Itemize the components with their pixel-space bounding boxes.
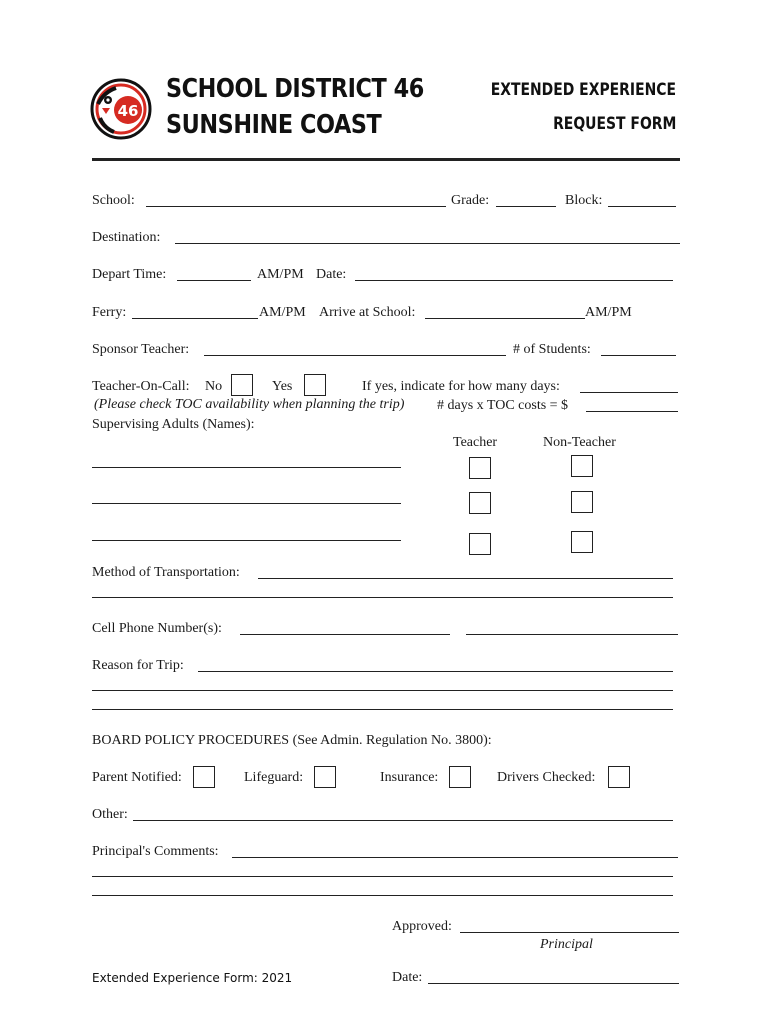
supervising-adults-label: Supervising Adults (Names):: [92, 417, 255, 432]
lifeguard-label: Lifeguard:: [244, 770, 304, 785]
ferry-ampm-label: AM/PM: [259, 305, 306, 320]
block-field[interactable]: [608, 206, 676, 207]
approved-signature-field[interactable]: [460, 932, 679, 933]
principals-comments-field-1[interactable]: [232, 857, 678, 858]
board-policy-heading: BOARD POLICY PROCEDURES (See Admin. Regulation No. 3800):: [92, 733, 492, 748]
toc-yes-label: Yes: [272, 379, 293, 394]
signoff-date-label: Date:: [392, 970, 423, 985]
transportation-field-2[interactable]: [92, 597, 673, 598]
principals-comments-label: Principal's Comments:: [92, 844, 219, 859]
toc-no-checkbox[interactable]: [231, 374, 253, 396]
district-logo: [90, 78, 152, 140]
depart-time-field[interactable]: [177, 280, 251, 281]
form-title-line2: REQUEST FORM: [552, 114, 676, 134]
grade-field[interactable]: [496, 206, 556, 207]
adult-3-teacher-checkbox[interactable]: [469, 533, 491, 555]
parent-notified-checkbox[interactable]: [193, 766, 215, 788]
depart-time-label: Depart Time:: [92, 267, 167, 282]
num-students-label: # of Students:: [513, 342, 591, 357]
cell-phone-numbers-label: Cell Phone Number(s):: [92, 621, 222, 636]
date-label: Date:: [316, 267, 347, 282]
lifeguard-checkbox[interactable]: [314, 766, 336, 788]
reason-field-2[interactable]: [92, 690, 673, 691]
insurance-label: Insurance:: [380, 770, 439, 785]
school-label: School:: [92, 193, 135, 208]
toc-yes-checkbox[interactable]: [304, 374, 326, 396]
adult-3-non-teacher-checkbox[interactable]: [571, 531, 593, 553]
block-label: Block:: [565, 193, 603, 208]
drivers-checked-checkbox[interactable]: [608, 766, 630, 788]
other-field[interactable]: [133, 820, 673, 821]
num-students-field[interactable]: [601, 355, 676, 356]
school-field[interactable]: [146, 206, 446, 207]
method-of-transportation-label: Method of Transportation:: [92, 565, 240, 580]
supervising-adult-name-2[interactable]: [92, 503, 401, 504]
toc-days-field[interactable]: [580, 392, 678, 393]
header-rule: [92, 158, 680, 161]
destination-label: Destination:: [92, 230, 161, 245]
principals-comments-field-3[interactable]: [92, 895, 673, 896]
supervising-adult-name-1[interactable]: [92, 467, 401, 468]
transportation-field-1[interactable]: [258, 578, 673, 579]
district-name-line1: SCHOOL DISTRICT 46: [166, 74, 424, 104]
reason-for-trip-label: Reason for Trip:: [92, 658, 184, 673]
principals-comments-field-2[interactable]: [92, 876, 673, 877]
toc-costs-field[interactable]: [586, 411, 678, 412]
toc-note: (Please check TOC availability when planning the trip): [94, 397, 405, 412]
toc-no-label: No: [205, 379, 223, 394]
parent-notified-label: Parent Notified:: [92, 770, 182, 785]
other-label: Other:: [92, 807, 128, 822]
sponsor-teacher-field[interactable]: [204, 355, 506, 356]
adult-1-non-teacher-checkbox[interactable]: [571, 455, 593, 477]
teacher-column-header: Teacher: [453, 435, 498, 450]
destination-field[interactable]: [175, 243, 680, 244]
adult-2-non-teacher-checkbox[interactable]: [571, 491, 593, 513]
ferry-field[interactable]: [132, 318, 258, 319]
cell-phone-field-1[interactable]: [240, 634, 450, 635]
reason-field-1[interactable]: [198, 671, 673, 672]
sponsor-teacher-label: Sponsor Teacher:: [92, 342, 190, 357]
logo-number: 46: [117, 102, 139, 120]
insurance-checkbox[interactable]: [449, 766, 471, 788]
arrive-at-school-field[interactable]: [425, 318, 585, 319]
signoff-date-field[interactable]: [428, 983, 679, 984]
adult-2-teacher-checkbox[interactable]: [469, 492, 491, 514]
non-teacher-column-header: Non-Teacher: [543, 435, 616, 450]
grade-label: Grade:: [451, 193, 490, 208]
reason-field-3[interactable]: [92, 709, 673, 710]
cell-phone-field-2[interactable]: [466, 634, 678, 635]
toc-costs-label: # days x TOC costs = $: [437, 398, 569, 413]
date-field[interactable]: [355, 280, 673, 281]
principal-caption: Principal: [540, 937, 593, 952]
district-name-line2: SUNSHINE COAST: [166, 110, 382, 140]
form-title-line1: EXTENDED EXPERIENCE: [490, 80, 676, 100]
teacher-on-call-label: Teacher-On-Call:: [92, 379, 190, 394]
approved-label: Approved:: [392, 919, 452, 934]
footer-form-name: Extended Experience Form: 2021: [92, 971, 293, 985]
arrive-at-school-label: Arrive at School:: [319, 305, 416, 320]
ferry-label: Ferry:: [92, 305, 127, 320]
depart-ampm-label: AM/PM: [257, 267, 304, 282]
drivers-checked-label: Drivers Checked:: [497, 770, 596, 785]
arrive-ampm-label: AM/PM: [585, 305, 632, 320]
toc-how-many-days-label: If yes, indicate for how many days:: [362, 379, 560, 394]
adult-1-teacher-checkbox[interactable]: [469, 457, 491, 479]
supervising-adult-name-3[interactable]: [92, 540, 401, 541]
